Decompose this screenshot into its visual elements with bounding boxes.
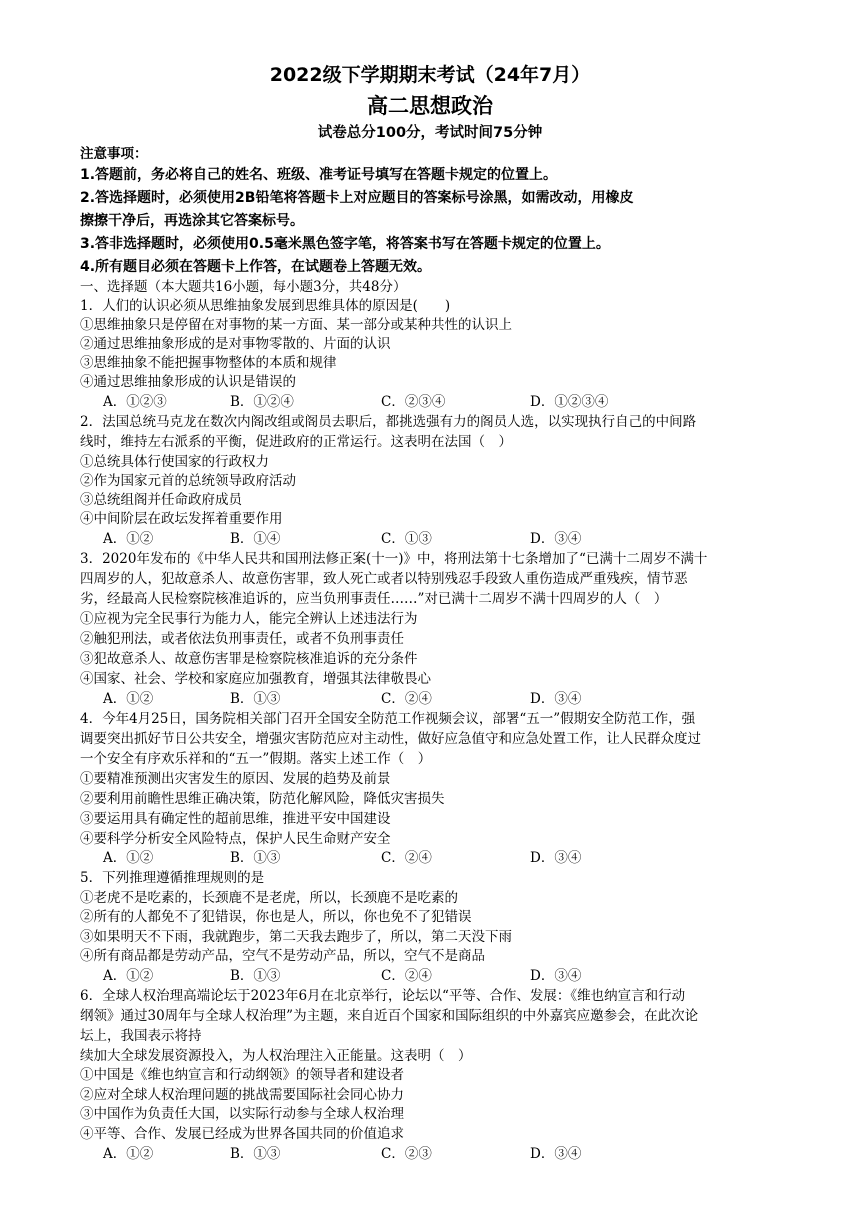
question-item: ①中国是《维也纳宣言和行动纲领》的领导者和建设者 xyxy=(80,1067,404,1083)
option-a: A．①② xyxy=(103,850,154,866)
option-a: A．①② xyxy=(103,531,154,547)
question-item: ②通过思维抽象形成的是对事物零散的、片面的认识 xyxy=(80,336,391,352)
question-item: ③要运用具有确定性的超前思维，推进平安中国建设 xyxy=(80,811,391,827)
question-item: ①思维抽象只是停留在对事物的某一方面、某一部分或某种共性的认识上 xyxy=(80,317,512,333)
option-d: D．③④ xyxy=(530,968,582,984)
question-stem: 线时，维持左右派系的平衡，促进政府的正常运行。这表明在法国（ ） xyxy=(80,434,512,450)
question-item: ①应视为完全民事行为能力人，能完全辨认上述违法行为 xyxy=(80,611,418,627)
question-stem: 2．法国总统马克龙在数次内阁改组或阁员去职后，都挑选强有力的阁员人选，以实现执行自己的中间路 xyxy=(80,414,697,430)
notice-item: 擦擦干净后，再选涂其它答案标号。 xyxy=(80,213,304,229)
exam-subject: 高二思想政治 xyxy=(367,94,493,118)
question-stem: 5．下列推理遵循推理规则的是 xyxy=(80,870,265,886)
question-item: ④平等、合作、发展已经成为世界各国共同的价值追求 xyxy=(80,1126,404,1142)
option-c: C．②③④ xyxy=(381,394,446,410)
option-b: B．①③ xyxy=(230,968,281,984)
question-item: ④所有商品都是劳动产品，空气不是劳动产品，所以，空气不是商品 xyxy=(80,948,485,964)
exam-subtitle: 试卷总分100分，考试时间75分钟 xyxy=(317,125,543,141)
question-item: ①总统具体行使国家的行政权力 xyxy=(80,454,269,470)
exam-title: 2022级下学期期末考试（24年7月） xyxy=(269,64,591,86)
question-item: ①要精准预测出灾害发生的原因、发展的趋势及前景 xyxy=(80,771,391,787)
question-stem: 四周岁的人，犯故意杀人、故意伤害罪，致人死亡或者以特别残忍手段致人重伤造成严重残疾，情节恶 xyxy=(80,571,688,587)
section-heading: 一、选择题（本大题共16小题，每小题3分，共48分） xyxy=(80,279,407,295)
question-stem: 续加大全球发展资源投入，为人权治理注入正能量。这表明（ ） xyxy=(80,1048,472,1064)
option-a: A．①②③ xyxy=(103,394,167,410)
option-c: C．②③ xyxy=(381,1146,432,1162)
option-b: B．①③ xyxy=(230,850,281,866)
question-stem: 3．2020年发布的《中华人民共和国刑法修正案(十一)》中，将刑法第十七条增加了“已满十二周岁不满十 xyxy=(80,551,708,567)
question-stem: 坛上，我国表示将持 xyxy=(80,1028,202,1044)
notice-item: 4.所有题目必须在答题卡上作答，在试题卷上答题无效。 xyxy=(80,259,432,275)
question-stem: 1．人们的认识必须从思维抽象发展到思维具体的原因是( ) xyxy=(80,298,451,314)
question-item: ②应对全球人权治理问题的挑战需要国际社会同心协力 xyxy=(80,1087,404,1103)
notice-item: 1.答题前，务必将自己的姓名、班级、准考证号填写在答题卡规定的位置上。 xyxy=(80,167,558,183)
question-stem: 一个安全有序欢乐祥和的“五一”假期。落实上述工作（ ） xyxy=(80,751,432,767)
option-b: B．①②④ xyxy=(230,394,294,410)
notice-item: 2.答选择题时，必须使用2B铅笔将答题卡上对应题目的答案标号涂黑，如需改动，用橡皮 xyxy=(80,190,634,206)
option-d: D．①②③④ xyxy=(530,394,609,410)
option-b: B．①③ xyxy=(230,1146,281,1162)
question-item: ②所有的人都免不了犯错误，你也是人，所以，你也免不了犯错误 xyxy=(80,909,472,925)
notice-heading: 注意事项： xyxy=(80,146,148,162)
question-item: ④国家、社会、学校和家庭应加强教育，增强其法律敬畏心 xyxy=(80,671,431,687)
notice-item: 3.答非选择题时，必须使用0.5毫米黑色签字笔，将答案书写在答题卡规定的位置上。 xyxy=(80,236,610,252)
option-b: B．①③ xyxy=(230,691,281,707)
question-item: ③总统组阁并任命政府成员 xyxy=(80,492,242,508)
question-item: ④要科学分析安全风险特点，保护人民生命财产安全 xyxy=(80,831,391,847)
question-stem: 纲领》通过30周年与全球人权治理”为主题，来自近百个国家和国际组织的中外嘉宾应邀参会，在此次论 xyxy=(80,1008,699,1024)
question-item: ②作为国家元首的总统领导政府活动 xyxy=(80,473,296,489)
question-stem: 调要突出抓好节日公共安全，增强灾害防范应对主动性，做好应急值守和应急处置工作，让人民群众度过 xyxy=(80,731,701,747)
option-d: D．③④ xyxy=(530,691,582,707)
question-item: ③犯故意杀人、故意伤害罪是检察院核准追诉的充分条件 xyxy=(80,651,418,667)
option-d: D．③④ xyxy=(530,850,582,866)
question-item: ①老虎不是吃素的，长颈鹿不是老虎，所以，长颈鹿不是吃素的 xyxy=(80,890,458,906)
option-c: C．②④ xyxy=(381,968,432,984)
question-stem: 劣，经最高人民检察院核准追诉的，应当负刑事责任……”对已满十二周岁不满十四周岁的人（ ） xyxy=(80,591,668,607)
option-a: A．①② xyxy=(103,691,154,707)
option-c: C．①③ xyxy=(381,531,432,547)
question-item: ②要利用前瞻性思维正确决策，防范化解风险，降低灾害损失 xyxy=(80,791,445,807)
question-stem: 4．今年4月25日，国务院相关部门召开全国安全防范工作视频会议，部署“五一”假期安全防范工作，强 xyxy=(80,711,696,727)
question-item: ③如果明天不下雨，我就跑步，第二天我去跑步了，所以，第二天没下雨 xyxy=(80,929,512,945)
question-item: ③思维抽象不能把握事物整体的本质和规律 xyxy=(80,355,337,371)
option-a: A．①② xyxy=(103,968,154,984)
option-d: D．③④ xyxy=(530,531,582,547)
option-c: C．②④ xyxy=(381,850,432,866)
option-c: C．②④ xyxy=(381,691,432,707)
option-d: D．③④ xyxy=(530,1146,582,1162)
option-a: A．①② xyxy=(103,1146,154,1162)
question-stem: 6．全球人权治理高端论坛于2023年6月在北京举行，论坛以“平等、合作、发展：《维也纳宣言和行动 xyxy=(80,988,686,1004)
question-item: ④通过思维抽象形成的认识是错误的 xyxy=(80,374,296,390)
question-item: ④中间阶层在政坛发挥着重要作用 xyxy=(80,511,283,527)
question-item: ③中国作为负责任大国，以实际行动参与全球人权治理 xyxy=(80,1106,404,1122)
question-item: ②触犯刑法，或者依法负刑事责任，或者不负刑事责任 xyxy=(80,631,404,647)
option-b: B．①④ xyxy=(230,531,281,547)
